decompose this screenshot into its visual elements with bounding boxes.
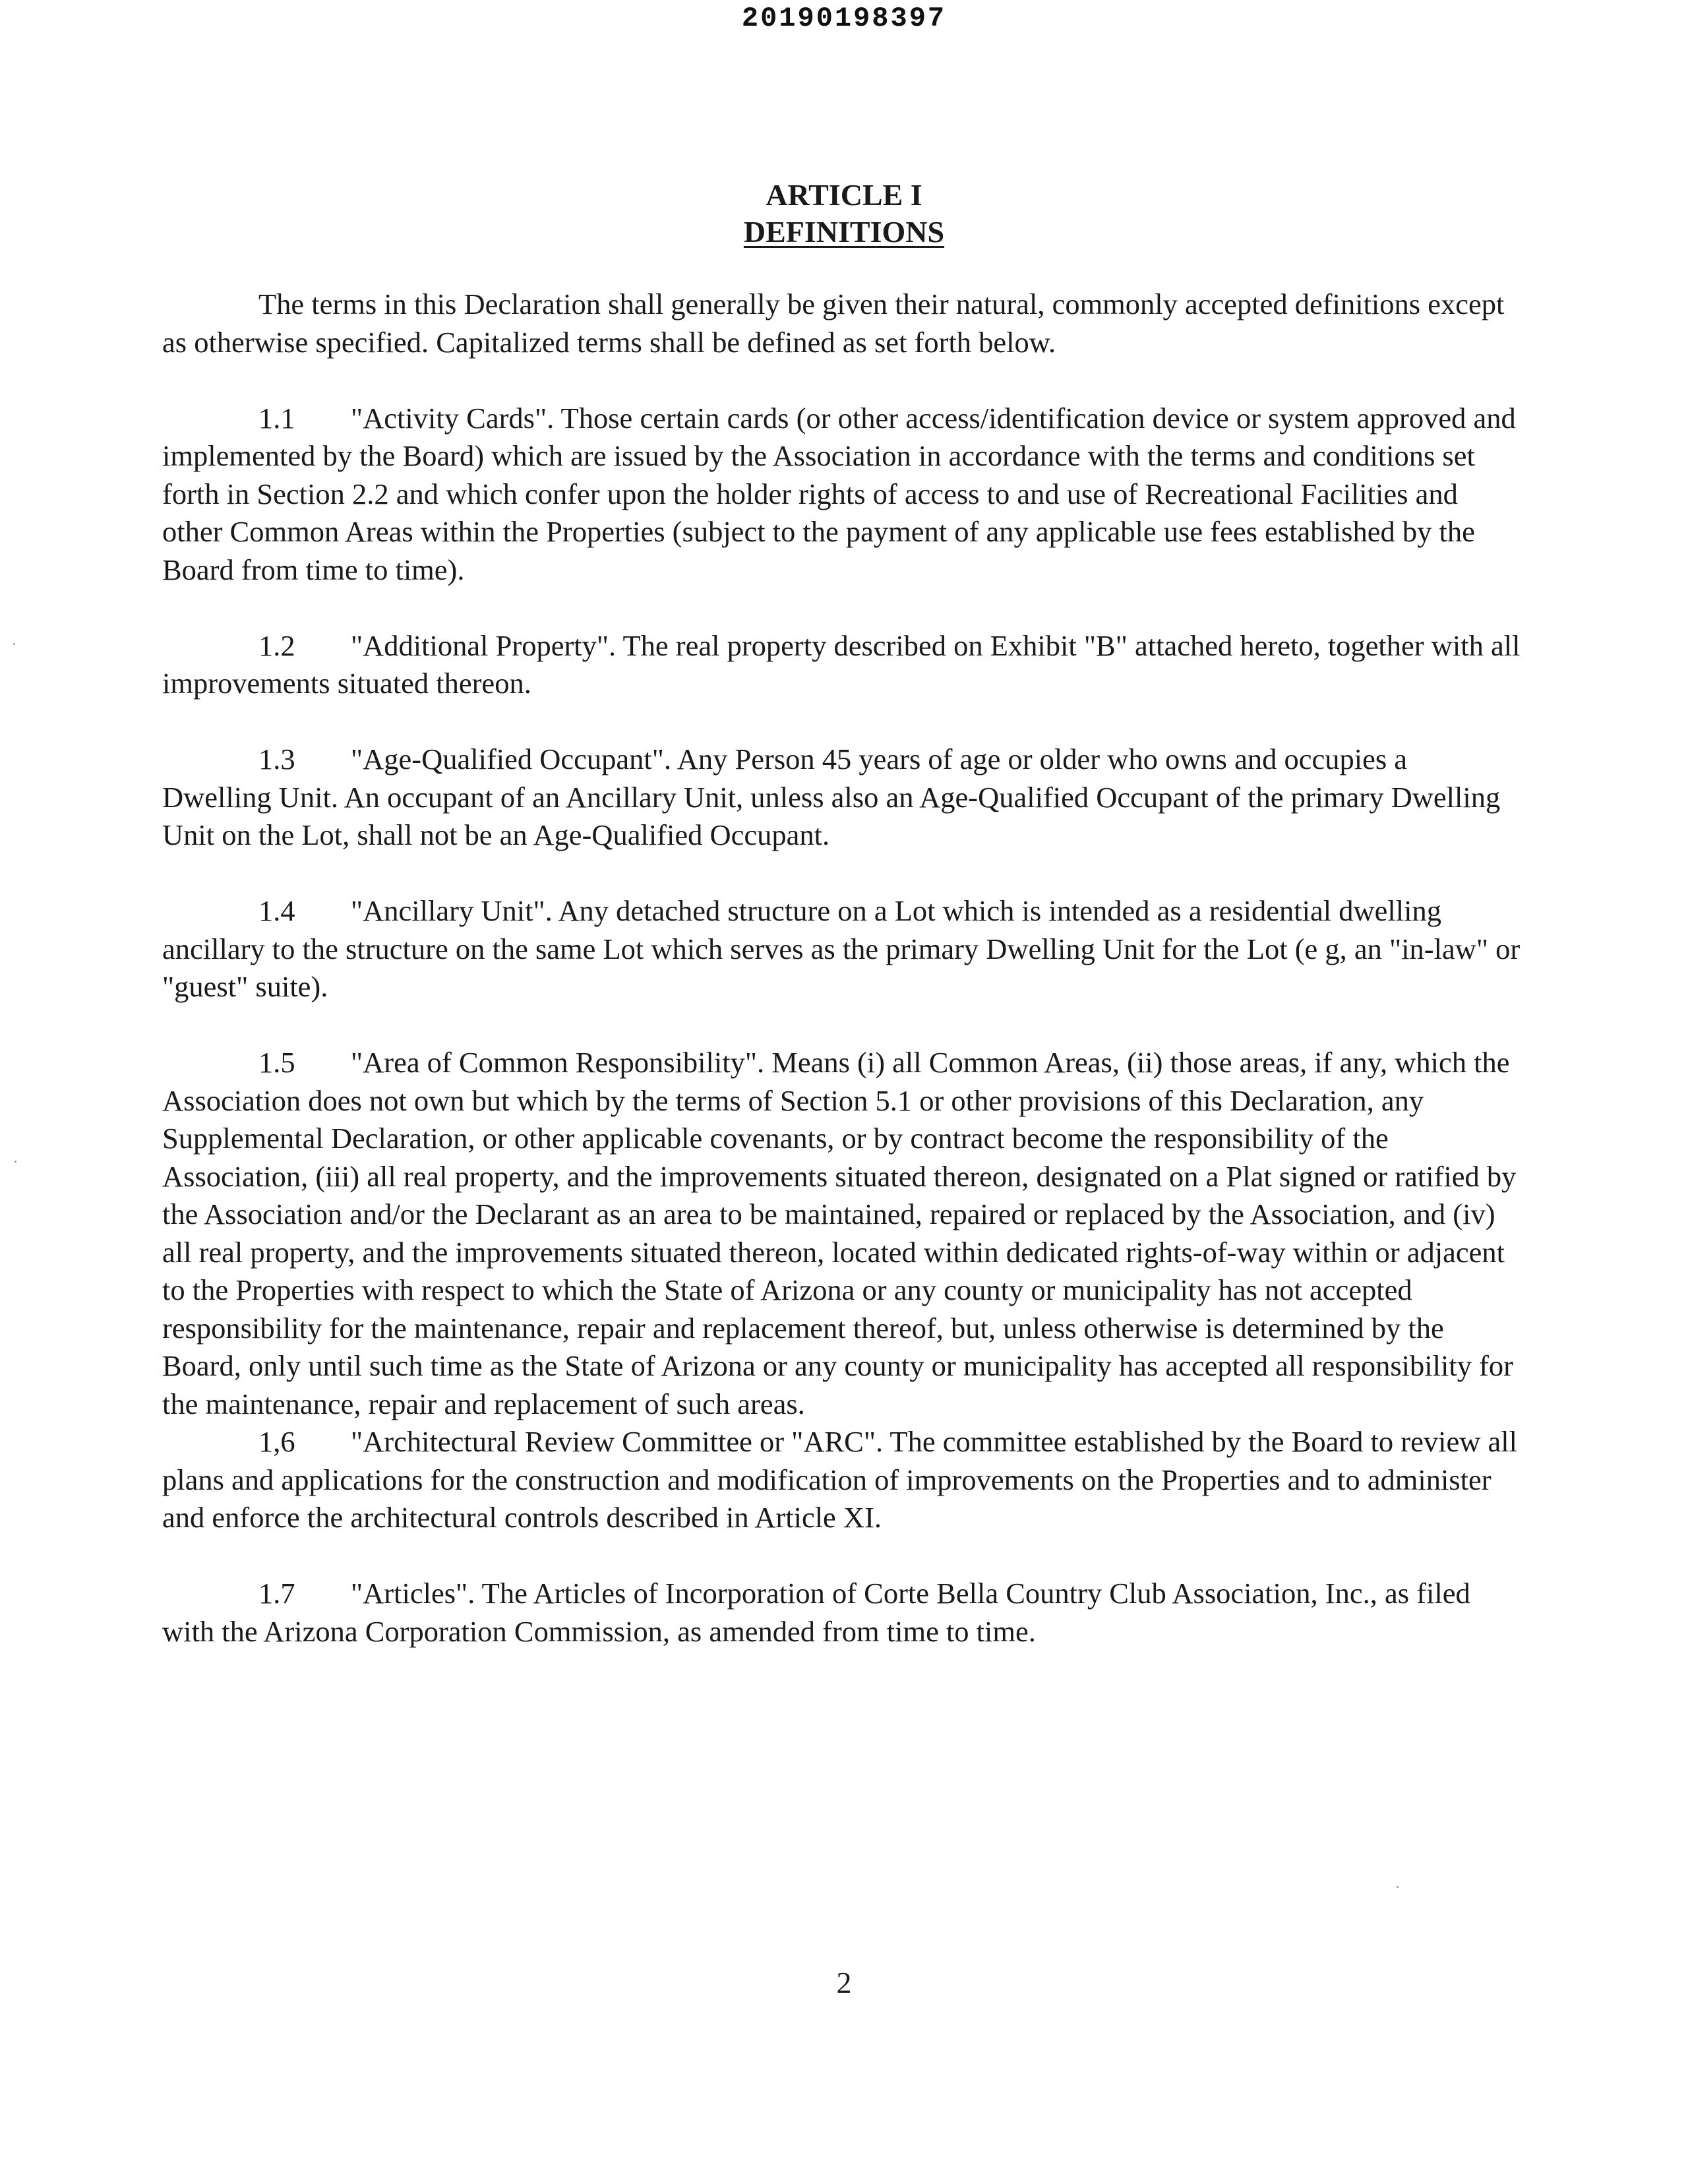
intro-paragraph	[162, 286, 1523, 361]
scan-speck	[1397, 1886, 1399, 1888]
section-1-6	[162, 1423, 1523, 1537]
section-number: 1.3	[258, 743, 295, 775]
article-subtitle: DEFINITIONS	[743, 215, 945, 249]
document-number: 20190198397	[741, 3, 947, 34]
intro-text: The terms in this Declaration shall generally be given their natural, commonly accepted definitions except as otherwise specified. Capitalized terms shall be defined as set forth below.	[162, 288, 1505, 359]
section-number: 1,6	[258, 1425, 295, 1458]
document-body	[162, 286, 1523, 1689]
section-text: "Area of Common Responsibility". Means (i) all Common Areas, (ii) those areas, if any, which the Association does not own but which by the terms of Section 5.1 or other provisions of this Declaration, any Supplemental Declaration, or other applicable covenants, or by contract become the responsibility of the Association, (iii) all real property, and the improvements situated thereon, designated on a Plat signed or ratified by the Association and/or the Declarant as an area to be maintained, repaired or replaced by the Association, and (iv) all real property, and the improvements situated thereon, located within dedicated rights-of-way within or adjacent to the Properties with respect to which the State of Arizona or any county or municipality has not accepted responsibility for the maintenance, repair and replacement thereof, but, unless otherwise is determined by the Board, only until such time as the State of Arizona or any county or municipality has accepted all responsibility for the maintenance, repair and replacement of such areas.	[162, 1046, 1517, 1420]
section-text: "Architectural Review Committee or "ARC". The committee established by the Board to review all plans and applications for the construction and modification of improvements on the Properties and to administer and enforce the architectural controls described in Article XI.	[162, 1425, 1517, 1534]
section-number: 1.1	[258, 401, 295, 435]
section-text: "Age-Qualified Occupant". Any Person 45 years of age or older who owns and occupies a Dwelling Unit. An occupant of an Ancillary Unit, unless also an Age-Qualified Occupant of the primary Dwelling Unit on the Lot, shall not be an Age-Qualified Occupant.	[162, 743, 1501, 851]
section-1-1	[162, 400, 1523, 590]
scan-speck	[13, 643, 15, 645]
section-text: "Additional Property". The real property described on Exhibit "B" attached hereto, together with all improvements situated thereon.	[162, 628, 1521, 700]
section-number: 1.7	[258, 1577, 295, 1610]
section-1-3	[162, 741, 1523, 855]
page-number: 2	[836, 1966, 852, 1999]
scan-speck	[15, 1161, 16, 1163]
article-title: ARTICLE I	[766, 178, 922, 212]
section-text: "Ancillary Unit". Any detached structure on a Lot which is intended as a residential dwelling ancillary to the structure on the same Lot which serves as the primary Dwelling Unit for the Lot (e g, an "in-law" or "guest" suite).	[162, 894, 1521, 1003]
section-number: 1.5	[258, 1046, 295, 1079]
section-number: 1.2	[258, 628, 295, 662]
section-1-7	[162, 1575, 1523, 1651]
section-number: 1.4	[258, 894, 295, 927]
section-text: "Activity Cards". Those certain cards (or other access/identification device or system approved and implemented by the Board) which are issued by the Association in accordance with the terms and conditions set forth in Section 2.2 and which confer upon the holder rights of access to and use of Recreational Facilities and other Common Areas within the Properties (subject to the payment of any applicable use fees established by the Board from time to time).	[162, 401, 1516, 586]
section-1-4	[162, 892, 1523, 1006]
section-text: "Articles". The Articles of Incorporation of Corte Bella Country Club Association, Inc., as filed with the Arizona Corporation Commission, as amended from time to time.	[162, 1577, 1470, 1648]
section-1-5	[162, 1044, 1523, 1423]
section-1-2	[162, 627, 1523, 703]
